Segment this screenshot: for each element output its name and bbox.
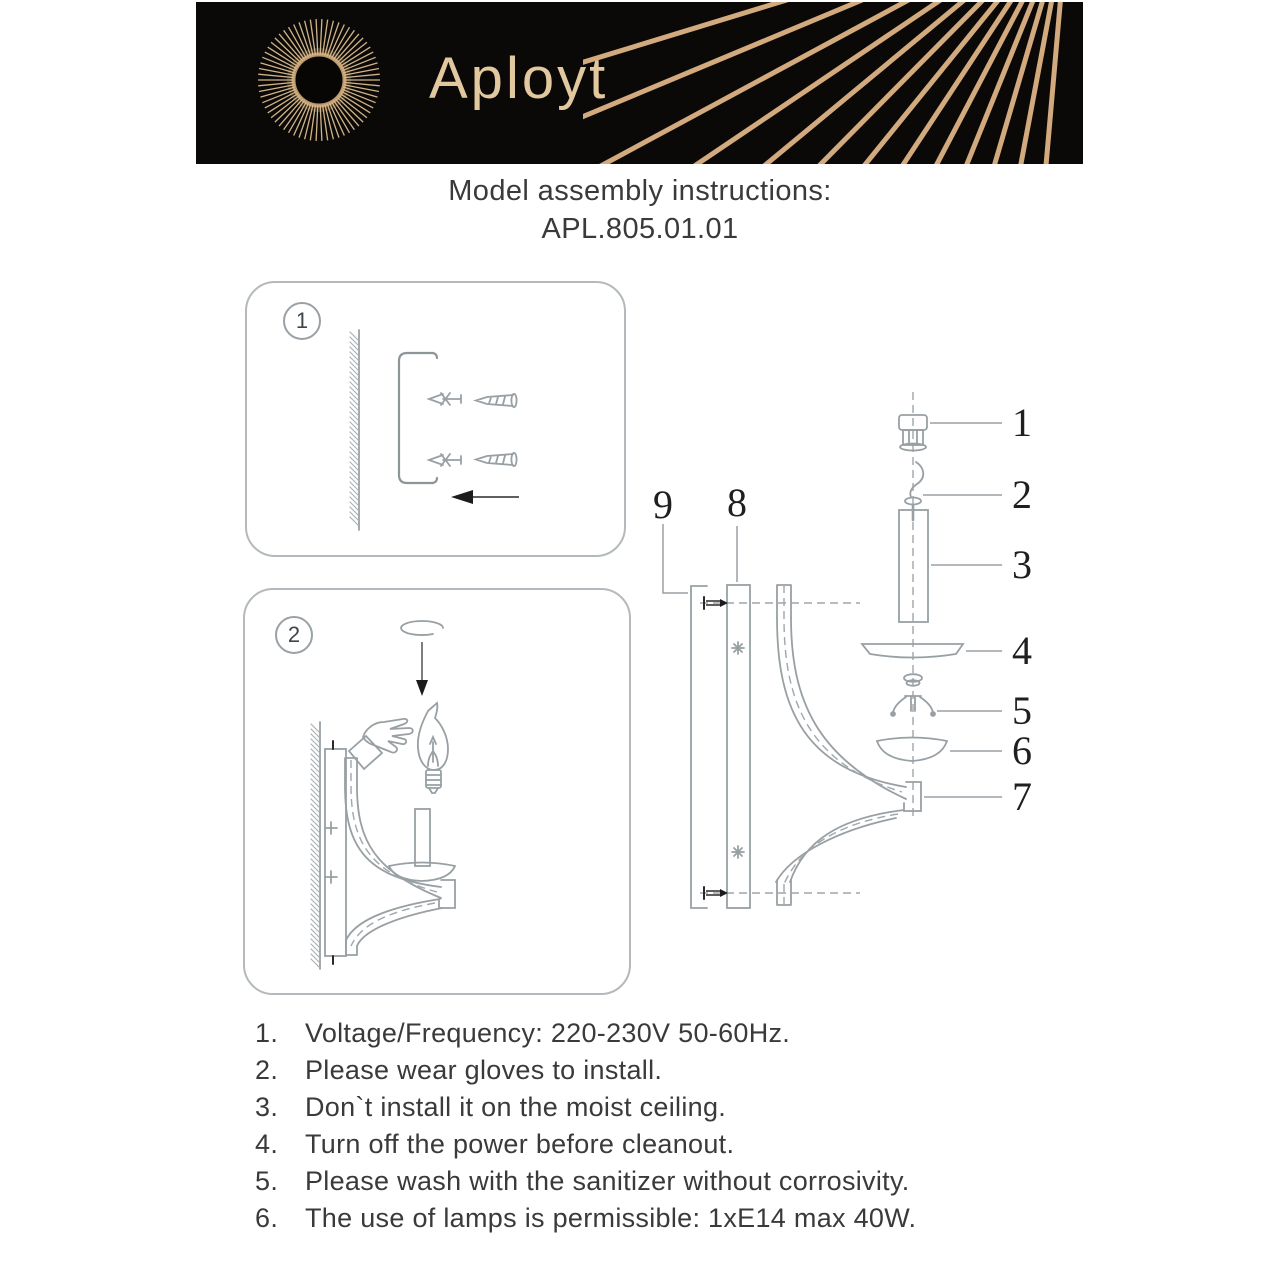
brand-name: Aployt [429,46,609,111]
hook-part [905,462,923,520]
item-number: 3. [255,1092,279,1122]
arm-part [776,585,921,905]
item-number: 2. [255,1055,279,1085]
candle-holder [389,809,455,881]
item-text: Please wear gloves to install. [305,1055,663,1085]
step1-drawing [247,283,624,555]
screw-cross [732,642,744,654]
hand-icon [349,719,413,769]
part-label-5: 5 [1012,688,1032,733]
list-item [255,1092,1115,1129]
page-title: Model assembly instructions: [448,175,832,207]
step2-figure [243,588,631,995]
part-label-2: 2 [1012,472,1032,517]
direction-arrow-icon [451,490,519,504]
screw-cross [325,822,337,883]
item-number: 4. [255,1129,279,1159]
step1-figure [245,281,626,557]
list-item [255,1203,1115,1240]
part-label-3: 3 [1012,542,1032,587]
exploded-diagram [640,380,1060,930]
item-text: The use of lamps is permissible: 1xE14 max 40W. [305,1203,917,1233]
wall-hatch [350,332,359,526]
model-number: APL.805.01.01 [541,213,739,245]
list-item [255,1166,1115,1203]
step1-badge: 1 [283,302,321,340]
brand-banner [196,2,1083,164]
backplate [325,749,346,956]
mount-screw-icon [700,597,860,899]
cup-part [877,738,947,762]
wall-bracket-part [691,586,707,908]
leader-lines [663,423,1002,797]
exploded-drawing [640,380,1060,930]
step2-badge: 2 [275,616,313,654]
part-label-6: 6 [1012,728,1032,773]
backplate-part [727,585,750,908]
item-number: 5. [255,1166,279,1196]
list-item [255,1129,1115,1166]
rotate-arrow-icon [401,621,443,696]
wall-anchor-icon [429,393,461,466]
item-text: Voltage/Frequency: 220-230V 50-60Hz. [305,1018,791,1048]
part-label-1: 1 [1012,400,1032,445]
part-label-9: 9 [653,482,673,527]
corner-rays-icon [583,2,1083,164]
mounting-bracket-profile [399,353,433,483]
instruction-list [255,1018,1115,1240]
title-block [0,172,1280,248]
step2-drawing [245,590,629,993]
item-text: Turn off the power before cleanout. [305,1129,735,1159]
part-label-4: 4 [1012,628,1032,673]
screw-icon [476,394,517,466]
part-label-8: 8 [727,480,747,525]
part-label-7: 7 [1012,774,1032,819]
list-item [255,1055,1115,1092]
sunburst-logo-icon [253,14,385,146]
item-text: Please wash with the sanitizer without corrosivity. [305,1166,910,1196]
arm-bracket [439,880,455,908]
screw-cross [732,846,744,858]
list-item [255,1018,1115,1055]
item-number: 1. [255,1018,279,1048]
wall-hatch [311,724,320,968]
item-number: 6. [255,1203,279,1233]
item-text: Don`t install it on the moist ceiling. [305,1092,727,1122]
bulb-icon [418,703,448,793]
